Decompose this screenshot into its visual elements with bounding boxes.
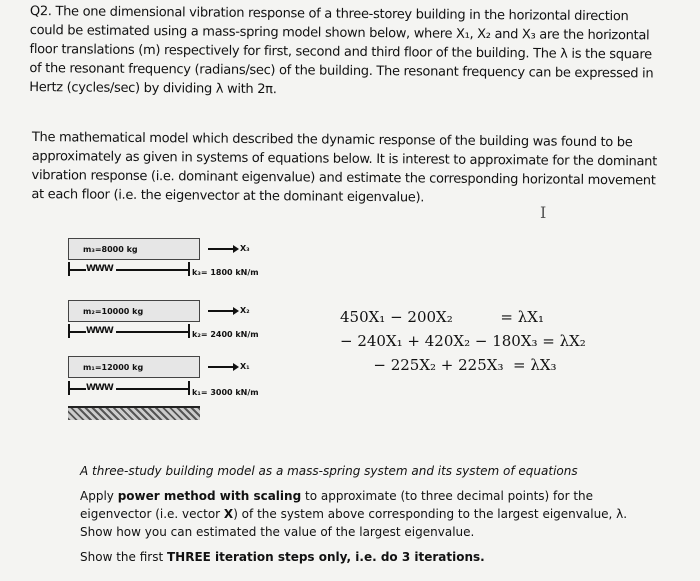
text-cursor-icon: I (540, 203, 547, 222)
mass-spring-diagram (68, 238, 308, 418)
equation-system (340, 305, 586, 377)
ground-hatch (68, 406, 200, 420)
question-line-5: Hertz (cycles/sec) by dividing λ with 2π. (29, 79, 277, 98)
instructions-section (80, 462, 640, 573)
equation-3: − 225X₂ + 225X₃ = λX₃ (340, 356, 557, 374)
equation-1: 450X₁ − 200X₂ = λX₁ (340, 308, 544, 326)
model-line-3: vibration response (i.e. dominant eigenvalue) and estimate the corresponding horizontal movement (31, 167, 656, 189)
question-line-2: could be estimated using a mass-spring model shown below, where X₁, X₂ and X₃ are the horizontal (29, 22, 650, 44)
mass-3-box (68, 238, 200, 260)
mass-1-box (68, 356, 200, 378)
x3-arrow-icon (208, 248, 234, 250)
question-paragraph (29, 2, 680, 103)
spring-1-coil-icon: WWW (86, 383, 113, 393)
spring-2 (68, 324, 200, 338)
model-line-1: The mathematical model which described the dynamic response of the building was found to be (31, 129, 633, 151)
x2-arrow-icon (208, 310, 234, 312)
mass-2-box (68, 300, 200, 322)
x1-arrow-icon (208, 366, 234, 368)
spring-2-coil-icon: WWW (86, 326, 113, 336)
power-method-emphasis: power method with scaling (117, 489, 302, 503)
instruction-paragraph-1: Apply power method with scaling to approximate (to three decimal points) for the eigenvector (i.e. vector X) of the system above corresponding to the largest eigenvalue, λ. Show how you can estimated the value of the largest eigenvalue. (80, 489, 628, 539)
model-paragraph (31, 128, 672, 210)
model-line-2: approximately as given in systems of equations below. It is interest to approximate for the dominant (31, 148, 657, 170)
x3-label: X₃ (240, 244, 250, 253)
question-line-1: Q2. The one dimensional vibration response of a three-storey building in the horizontal direction (29, 3, 629, 25)
mass-3-label: m₃=8000 kg (83, 245, 138, 254)
question-line-4: of the resonant frequency (radians/sec) of the building. The resonant frequency can be expressed in (29, 60, 654, 82)
model-line-4: at each floor (i.e. the eigenvector at the dominant eigenvalue). (31, 186, 425, 206)
k1-label: k₁= 3000 kN/m (192, 388, 259, 397)
vector-x-emphasis: X (223, 507, 234, 521)
mass-1-label: m₁=12000 kg (83, 363, 144, 372)
k3-label: k₃= 1800 kN/m (192, 268, 259, 277)
mass-2-label: m₂=10000 kg (83, 307, 144, 316)
x1-label: X₁ (240, 362, 250, 371)
question-line-3: floor translations (m) respectively for first, second and third floor of the building. The λ is the square (29, 41, 652, 63)
spring-1 (68, 381, 200, 395)
spring-3 (68, 262, 200, 276)
figure-caption: A three-study building model as a mass-spring system and its system of equations (80, 464, 578, 478)
spring-3-coil-icon: WWW (86, 264, 113, 274)
equation-2: − 240X₁ + 420X₂ − 180X₃ = λX₂ (340, 332, 586, 350)
iterations-emphasis: THREE iteration steps only, i.e. do 3 iterations. (166, 550, 485, 564)
k2-label: k₂= 2400 kN/m (192, 330, 259, 339)
x2-label: X₂ (240, 306, 250, 315)
instruction-paragraph-2: Show the first THREE iteration steps only, i.e. do 3 iterations. (80, 550, 485, 564)
